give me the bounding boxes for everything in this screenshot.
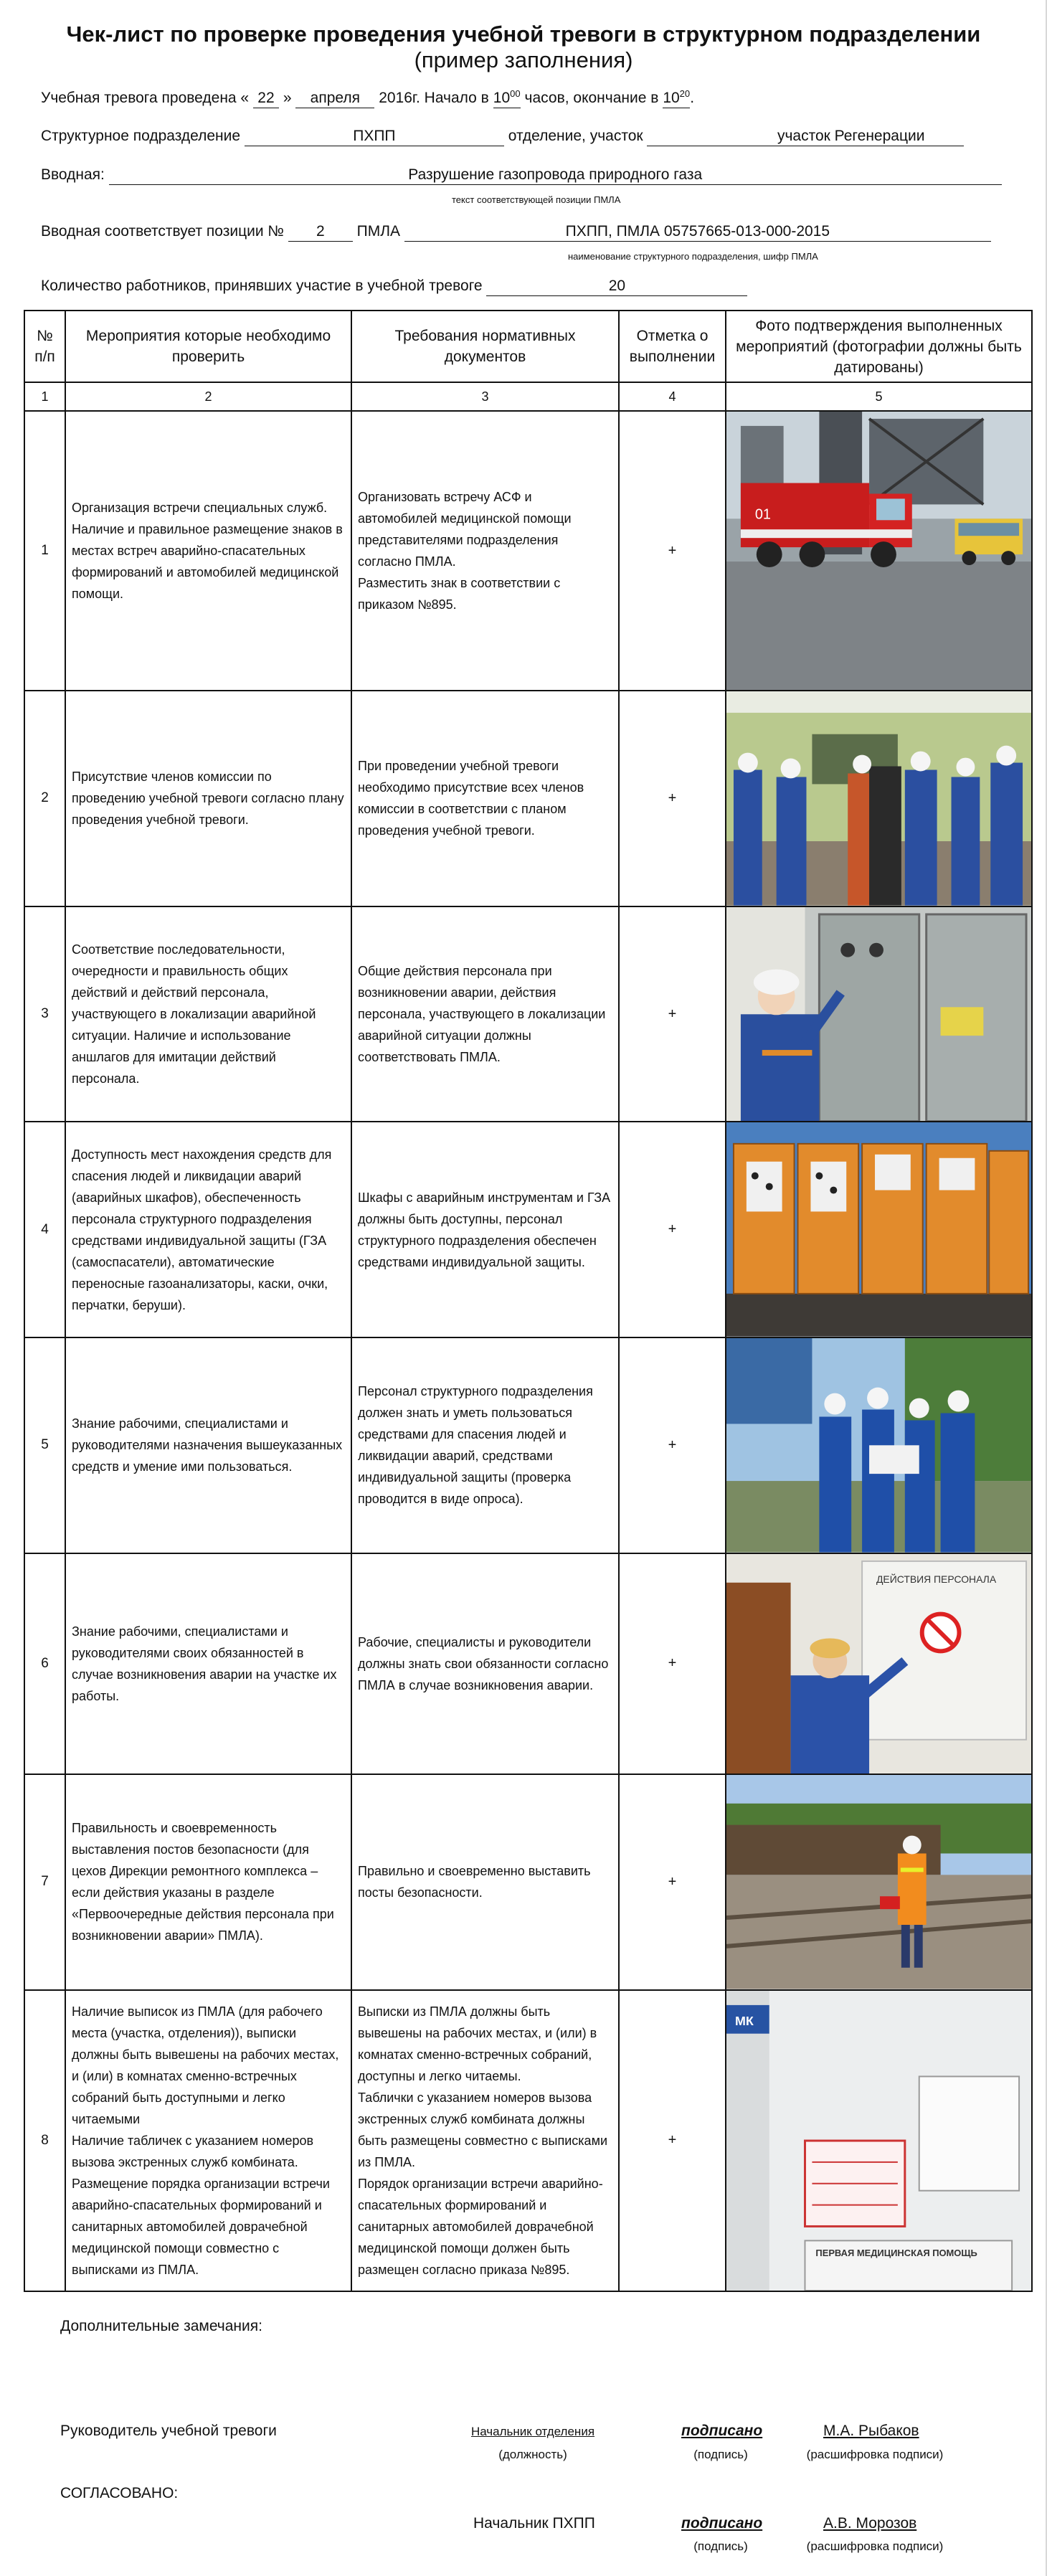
- header-cell-number: № п/п: [24, 311, 65, 382]
- table-row: [24, 1774, 1032, 1990]
- completion-mark: +: [619, 1774, 726, 1990]
- header-cell-activity: Мероприятия которые необходимо проверить: [65, 311, 351, 382]
- completion-mark: +: [619, 691, 726, 906]
- signature-caption: (подпись): [693, 2539, 748, 2553]
- completion-mark: +: [619, 906, 726, 1122]
- emergency-cabinets-photo: [726, 1122, 1032, 1337]
- start-time-field[interactable]: $10^{00}$: [493, 89, 521, 108]
- table-row: [24, 1337, 1032, 1553]
- fire-truck-photo: [726, 411, 1032, 691]
- row-number: 7: [24, 1774, 65, 1990]
- table-header-row: [24, 311, 1032, 382]
- column-number: 5: [726, 382, 1032, 411]
- activity-cell: Наличие выписок из ПМЛА (для рабочего места (участка, отделения)), выписки должны быть вывешены на рабочих местах, и (или) в комнатах сменно-встречных собраний быть доступными и легко читаемыми Наличие табличек с указанием номеров вызова экстренных служб комбината. Размещение порядка организации встречи аварийно-спасательных формирований и санитарных автомобилей доврачебной медицинской помощи совместно с выписками из ПМЛА.: [65, 1990, 351, 2291]
- workers-survey-photo: [726, 1337, 1032, 1553]
- completion-mark: +: [619, 1990, 726, 2291]
- agreed-position: Начальник ПХПП: [473, 2515, 595, 2532]
- header-cell-requirement: Требования нормативных документов: [351, 311, 619, 382]
- requirement-cell: Организовать встречу АСФ и автомобилей медицинской помощи представителями подразделения согласно ПМЛА. Разместить знак в соответствии с приказом №895.: [351, 411, 619, 691]
- requirement-cell: Правильно и своевременно выставить посты безопасности.: [351, 1774, 619, 1990]
- decode-caption: (расшифровка подписи): [806, 2539, 944, 2553]
- column-number-row: [24, 382, 1032, 411]
- requirement-cell: При проведении учебной тревоги необходимо присутствие всех членов комиссии в соответствии с планом проведения учебной тревоги.: [351, 691, 619, 906]
- truck-number: 01: [754, 506, 771, 523]
- header-cell-photo: Фото подтверждения выполненных мероприятий (фотографии должны быть датированы): [726, 311, 1032, 382]
- completion-mark: +: [619, 1553, 726, 1775]
- agreed-signature: подписано: [681, 2515, 763, 2532]
- remarks-label: Дополнительные замечания:: [60, 2318, 262, 2334]
- table-row: [24, 1553, 1032, 1775]
- commission-photo: [726, 691, 1032, 906]
- agreed-label: СОГЛАСОВАНО:: [60, 2485, 179, 2501]
- activity-cell: Правильность и своевременность выставления постов безопасности (для цехов Дирекции ремонтного комплекса – если действия указаны в разделе «Первоочередные действия персонала при возникновении аварии» ПМЛА).: [65, 1774, 351, 1990]
- pmla-field[interactable]: ПХПП, ПМЛА 05757665-013-000-2015: [404, 222, 991, 242]
- position-field[interactable]: 2: [288, 222, 353, 242]
- completion-mark: +: [619, 411, 726, 691]
- row-number: 3: [24, 906, 65, 1122]
- table-row: [24, 691, 1032, 906]
- position-line: Вводная соответствует позиции № 2 ПМЛА ПХПП, ПМЛА 05757665-013-000-2015: [41, 222, 991, 242]
- leader-label: Руководитель учебной тревоги: [60, 2423, 277, 2439]
- workers-line: Количество работников, принявших участие в учебной тревоге 20: [41, 277, 747, 296]
- requirement-cell: Рабочие, специалисты и руководители должны знать свои обязанности согласно ПМЛА в случае возникновения аварии.: [351, 1553, 619, 1775]
- duties-sign-text: ДЕЙСТВИЯ ПЕРСОНАЛА: [876, 1573, 997, 1585]
- subdivision-line: Структурное подразделение ПХПП отделение, участок участок Регенерации: [41, 127, 964, 146]
- intro-line: Вводная: Разрушение газопровода природного газа: [41, 166, 1002, 185]
- column-number: 2: [65, 382, 351, 411]
- intro-field[interactable]: Разрушение газопровода природного газа: [109, 166, 1002, 185]
- safety-post-photo: [726, 1774, 1032, 1990]
- duties-board-photo: [726, 1553, 1032, 1775]
- notice-board-photo: [726, 1990, 1032, 2291]
- checklist-table: [24, 310, 1033, 2292]
- notice-head-text: ПЕРВАЯ МЕДИЦИНСКАЯ ПОМОЩЬ: [815, 2247, 977, 2258]
- requirement-cell: Общие действия персонала при возникновении аварии, действия персонала, участвующего в локализации аварийной ситуации должны соответствовать ПМЛА.: [351, 906, 619, 1122]
- leader-signature: подписано: [681, 2423, 763, 2439]
- activity-cell: Знание рабочими, специалистами и руководителями назначения вышеуказанных средств и умение ими пользоваться.: [65, 1337, 351, 1553]
- document-subtitle: (пример заполнения): [414, 47, 633, 72]
- month-field[interactable]: апреля: [295, 89, 374, 108]
- day-field[interactable]: 22: [253, 89, 279, 108]
- requirement-cell: Шкафы с аварийным инструментам и ГЗА должны быть доступны, персонал структурного подразделения обеспечен средствами индивидуальной защиты.: [351, 1122, 619, 1337]
- notice-logo-text: МК: [734, 2013, 754, 2028]
- column-number: 1: [24, 382, 65, 411]
- workers-field[interactable]: 20: [486, 277, 747, 296]
- column-number: 3: [351, 382, 619, 411]
- subdivision-field[interactable]: ПХПП: [245, 127, 504, 146]
- row-number: 2: [24, 691, 65, 906]
- switchboard-photo: [726, 906, 1032, 1122]
- activity-cell: Знание рабочими, специалистами и руководителями своих обязанностей в случае возникновения аварии на участке их работы.: [65, 1553, 351, 1775]
- header-cell-mark: Отметка о выполнении: [619, 311, 726, 382]
- row-number: 5: [24, 1337, 65, 1553]
- agreed-name: А.В. Морозов: [823, 2515, 917, 2532]
- activity-cell: Организация встречи специальных служб. Наличие и правильное размещение знаков в местах встреч аварийно-спасательных формирований и автомобилей медицинской помощи.: [65, 411, 351, 691]
- row-number: 8: [24, 1990, 65, 2291]
- intro-caption: текст соответствующей позиции ПМЛА: [452, 194, 621, 205]
- requirement-cell: Персонал структурного подразделения должен знать и уметь пользоваться средствами для спасения людей и ликвидации аварий, средствами индивидуальной защиты (проверка проводится в виде опроса).: [351, 1337, 619, 1553]
- end-time-field[interactable]: $10^{20}$: [663, 89, 690, 108]
- table-row: [24, 906, 1032, 1122]
- activity-cell: Присутствие членов комиссии по проведению учебной тревоги согласно плану проведения учебной тревоги.: [65, 691, 351, 906]
- area-field[interactable]: участок Регенерации: [647, 127, 964, 146]
- document-title: Чек-лист по проверке проведения учебной тревоги в структурном подразделении: [66, 22, 981, 47]
- decode-caption: (расшифровка подписи): [806, 2448, 944, 2461]
- completion-mark: +: [619, 1337, 726, 1553]
- row-number: 4: [24, 1122, 65, 1337]
- requirement-cell: Выписки из ПМЛА должны быть вывешены на рабочих местах, и (или) в комнатах сменно-встречных собраний, доступны и легко читаемы. Таблички с указанием номеров вызова экстренных служб комбината должны быть размещены совместно с выписками из ПМЛА. Порядок организации встречи аварийно-спасательных формирований и санитарных автомобилей доврачебной медицинской помощи должен быть размещен согласно приказа №895.: [351, 1990, 619, 2291]
- activity-cell: Доступность мест нахождения средств для спасения людей и ликвидации аварий (аварийных шкафов), обеспеченность персонала структурного подразделения средствами индивидуальной защиты (ГЗА (самоспасатели), автоматические переносные газоанализаторы, каски, очки, перчатки, беруши).: [65, 1122, 351, 1337]
- signature-caption: (подпись): [693, 2448, 748, 2461]
- column-number: 4: [619, 382, 726, 411]
- leader-name: М.А. Рыбаков: [823, 2423, 919, 2439]
- table-row: [24, 1990, 1032, 2291]
- year-field: 2016: [379, 90, 412, 106]
- table-row: [24, 1122, 1032, 1337]
- row-number: 1: [24, 411, 65, 691]
- row-number: 6: [24, 1553, 65, 1775]
- alarm-date-line: Учебная тревога проведена « 22 » апреля 2016г. Начало в $10^{00}$ часов, окончание в $10^{20}$.: [41, 89, 694, 108]
- activity-cell: Соответствие последовательности, очередности и правильность общих действий и действий персонала, участвующего в локализации аварийной ситуации. Наличие и использование аншлагов для имитации действий персонала.: [65, 906, 351, 1122]
- leader-position: Начальник отделения: [470, 2425, 595, 2438]
- completion-mark: +: [619, 1122, 726, 1337]
- position-caption: (должность): [498, 2448, 567, 2461]
- pmla-caption: наименование структурного подразделения, шифр ПМЛА: [568, 251, 818, 262]
- table-row: [24, 411, 1032, 691]
